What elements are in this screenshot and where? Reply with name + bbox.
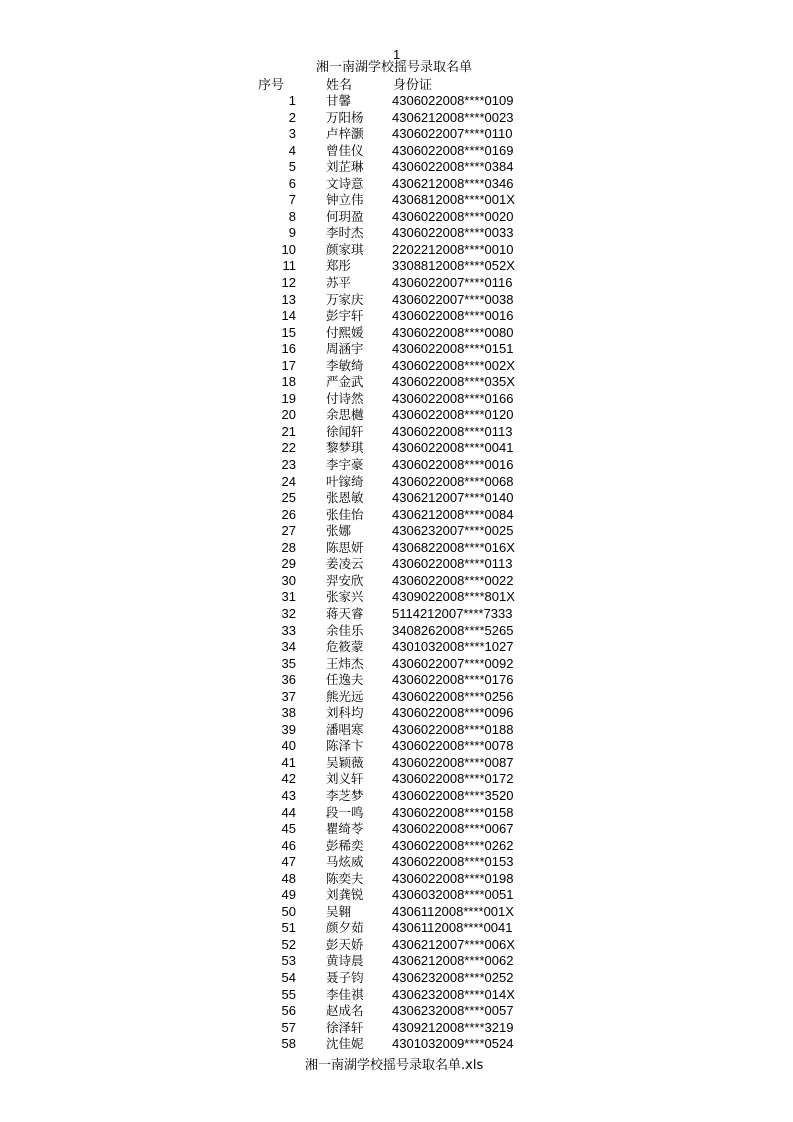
footer-filename: 湘一南湖学校摇号录取名单.xls: [305, 1058, 484, 1073]
row-id: 4306022008****0158: [392, 804, 514, 820]
table-row: [0, 507, 793, 524]
row-id: 4306022007****0110: [392, 126, 513, 142]
row-id: 4306022008****0262: [392, 837, 514, 853]
row-name: 彭天娇: [326, 936, 364, 952]
row-name: 黎梦琪: [326, 440, 364, 456]
table-row: [0, 1020, 793, 1037]
row-name: 陈泽卞: [326, 738, 364, 754]
row-name: 熊光远: [326, 688, 364, 704]
table-row: [0, 391, 793, 408]
row-seq: 8: [288, 208, 296, 224]
row-name: 彭稀奕: [326, 837, 364, 853]
row-id: 4306032008****0051: [392, 887, 514, 903]
row-id: 4306022008****0188: [392, 721, 514, 737]
row-name: 张家兴: [326, 589, 364, 605]
table-row: [0, 556, 793, 573]
row-id: 4306022008****0151: [392, 341, 514, 357]
row-id: 4306022008****0016: [392, 457, 514, 473]
row-id: 4306022008****0068: [392, 473, 514, 489]
table-row: [0, 805, 793, 822]
table-row: [0, 143, 793, 160]
row-id: 4306022008****002X: [392, 357, 515, 373]
row-id: 4306022008****0113: [392, 556, 513, 572]
table-row: [0, 722, 793, 739]
row-name: 羿安欣: [326, 572, 364, 588]
row-id: 4306022008****0166: [392, 390, 514, 406]
row-id: 4306022008****0256: [392, 688, 514, 704]
table-row: [0, 192, 793, 209]
row-name: 刘芷琳: [326, 159, 364, 175]
table-row: [0, 771, 793, 788]
row-name: 严金武: [326, 374, 364, 390]
row-id: 3308812008****052X: [392, 258, 515, 274]
row-id: 4306112008****001X: [392, 903, 514, 919]
row-seq: 44: [281, 804, 296, 820]
row-name: 任逸夫: [326, 672, 364, 688]
table-row: [0, 407, 793, 424]
table-row: [0, 457, 793, 474]
table-row: [0, 523, 793, 540]
row-id: 4306022008****0033: [392, 225, 514, 241]
row-seq: 19: [281, 390, 296, 406]
row-name: 危筱蒙: [326, 639, 364, 655]
table-row: [0, 258, 793, 275]
row-seq: 2: [288, 109, 296, 125]
row-id: 3408262008****5265: [392, 622, 514, 638]
table-row: [0, 209, 793, 226]
table-row: [0, 424, 793, 441]
row-id: 2202212008****0010: [392, 241, 514, 257]
row-name: 赵成名: [326, 1003, 364, 1019]
row-seq: 6: [288, 175, 296, 191]
row-seq: 3: [288, 126, 296, 142]
admission-list: [0, 93, 793, 1053]
table-row: [0, 987, 793, 1004]
table-row: [0, 374, 793, 391]
row-name: 潘唱寒: [326, 721, 364, 737]
row-id: 4306022008****0022: [392, 572, 514, 588]
header-name: 姓名: [326, 78, 353, 93]
row-seq: 21: [281, 423, 296, 439]
table-row: [0, 126, 793, 143]
table-row: [0, 937, 793, 954]
row-id: 4306022008****035X: [392, 374, 515, 390]
row-seq: 32: [281, 605, 296, 621]
row-id: 4306022008****0153: [392, 854, 514, 870]
row-seq: 16: [281, 341, 296, 357]
row-seq: 52: [281, 936, 296, 952]
header-seq: 序号: [258, 78, 285, 93]
row-name: 周涵宇: [326, 341, 364, 357]
row-seq: 25: [281, 490, 296, 506]
row-seq: 18: [281, 374, 296, 390]
row-id: 4306822008****016X: [392, 539, 515, 555]
row-id: 4306212008****0062: [392, 953, 514, 969]
row-id: 4306812008****001X: [392, 192, 515, 208]
row-name: 黄诗晨: [326, 953, 364, 969]
row-id: 4306212008****0346: [392, 175, 514, 191]
table-row: [0, 970, 793, 987]
row-name: 余佳乐: [326, 622, 364, 638]
row-id: 4309022008****801X: [392, 589, 515, 605]
row-seq: 4: [288, 142, 296, 158]
row-seq: 20: [281, 407, 296, 423]
row-seq: 40: [281, 738, 296, 754]
row-id: 4301032009****0524: [392, 1036, 514, 1052]
table-row: [0, 606, 793, 623]
row-name: 徐泽轩: [326, 1019, 364, 1035]
row-id: 4306022008****0096: [392, 705, 514, 721]
table-row: [0, 93, 793, 110]
row-id: 4306212007****0140: [392, 490, 514, 506]
row-id: 4306212008****0023: [392, 109, 514, 125]
row-id: 4306232008****0057: [392, 1003, 514, 1019]
table-row: [0, 755, 793, 772]
table-row: [0, 821, 793, 838]
row-name: 马炫威: [326, 854, 364, 870]
row-id: 4306212007****006X: [392, 936, 515, 952]
row-name: 曾佳仪: [326, 142, 364, 158]
page-number: 1: [393, 47, 401, 62]
row-seq: 48: [281, 870, 296, 886]
row-name: 聂子钧: [326, 969, 364, 985]
table-row: [0, 672, 793, 689]
row-name: 蒋天睿: [326, 605, 364, 621]
table-row: [0, 474, 793, 491]
row-seq: 15: [281, 324, 296, 340]
row-id: 4306022008****0041: [392, 440, 514, 456]
row-seq: 35: [281, 655, 296, 671]
row-name: 李敏绮: [326, 357, 364, 373]
row-seq: 30: [281, 572, 296, 588]
document-title: 湘一南湖学校摇号录取名单: [316, 60, 473, 75]
row-seq: 29: [281, 556, 296, 572]
row-seq: 58: [281, 1036, 296, 1052]
row-name: 姜凌云: [326, 556, 364, 572]
row-seq: 22: [281, 440, 296, 456]
row-name: 万家庆: [326, 291, 364, 307]
row-name: 郑彤: [326, 258, 352, 274]
table-row: [0, 689, 793, 706]
table-row: [0, 159, 793, 176]
row-seq: 54: [281, 969, 296, 985]
row-seq: 24: [281, 473, 296, 489]
row-name: 叶镓绮: [326, 473, 364, 489]
table-row: [0, 788, 793, 805]
row-seq: 28: [281, 539, 296, 555]
table-row: [0, 242, 793, 259]
row-id: 4306022008****0016: [392, 308, 514, 324]
row-id: 4306022008****0176: [392, 672, 514, 688]
row-id: 4306022008****0198: [392, 870, 514, 886]
row-id: 4306022007****0038: [392, 291, 514, 307]
row-name: 颜夕茹: [326, 920, 364, 936]
table-row: [0, 838, 793, 855]
row-id: 4306022008****0080: [392, 324, 514, 340]
row-name: 钟立伟: [326, 192, 364, 208]
row-id: 4301032008****1027: [392, 639, 514, 655]
row-seq: 14: [281, 308, 296, 324]
table-row: [0, 623, 793, 640]
row-seq: 39: [281, 721, 296, 737]
row-id: 4306022007****0092: [392, 655, 514, 671]
table-row: [0, 176, 793, 193]
row-seq: 12: [281, 275, 296, 291]
row-seq: 9: [288, 225, 296, 241]
row-id: 4306232008****014X: [392, 986, 515, 1002]
header-id: 身份证: [393, 78, 433, 93]
row-id: 4306022008****0169: [392, 142, 514, 158]
row-name: 陈奕夫: [326, 870, 364, 886]
table-row: [0, 308, 793, 325]
row-seq: 47: [281, 854, 296, 870]
row-seq: 7: [288, 192, 296, 208]
row-seq: 34: [281, 639, 296, 655]
row-seq: 41: [281, 754, 296, 770]
table-row: [0, 110, 793, 127]
table-row: [0, 904, 793, 921]
table-row: [0, 656, 793, 673]
table-row: [0, 738, 793, 755]
row-id: 4306022008****0078: [392, 738, 514, 754]
row-seq: 50: [281, 903, 296, 919]
table-row: [0, 440, 793, 457]
row-seq: 1: [288, 93, 296, 108]
row-id: 4306112008****0041: [392, 920, 513, 936]
row-name: 何玥盈: [326, 208, 364, 224]
row-name: 李时杰: [326, 225, 364, 241]
row-name: 张佳怡: [326, 506, 364, 522]
table-row: [0, 953, 793, 970]
table-row: [0, 1036, 793, 1053]
row-id: 4306022008****0120: [392, 407, 514, 423]
row-seq: 36: [281, 672, 296, 688]
row-id: 4309212008****3219: [392, 1019, 514, 1035]
row-name: 徐闻轩: [326, 423, 364, 439]
table-row: [0, 639, 793, 656]
row-name: 刘龚锐: [326, 887, 364, 903]
row-name: 王炜杰: [326, 655, 364, 671]
row-name: 吴翱: [326, 903, 352, 919]
table-row: [0, 573, 793, 590]
row-name: 余思樾: [326, 407, 364, 423]
table-row: [0, 920, 793, 937]
table-row: [0, 705, 793, 722]
row-id: 4306022008****0020: [392, 208, 514, 224]
row-name: 刘科均: [326, 705, 364, 721]
row-seq: 17: [281, 357, 296, 373]
row-seq: 55: [281, 986, 296, 1002]
row-id: 4306022008****0113: [392, 423, 513, 439]
row-name: 瞿绮苓: [326, 821, 364, 837]
row-seq: 11: [282, 258, 296, 274]
row-id: 4306022008****0067: [392, 821, 514, 837]
row-name: 付熙媛: [326, 324, 364, 340]
row-seq: 26: [281, 506, 296, 522]
table-row: [0, 540, 793, 557]
table-row: [0, 490, 793, 507]
row-seq: 46: [281, 837, 296, 853]
row-id: 4306232007****0025: [392, 523, 514, 539]
row-name: 刘义轩: [326, 771, 364, 787]
row-seq: 43: [281, 787, 296, 803]
table-row: [0, 358, 793, 375]
row-id: 4306022008****0172: [392, 771, 514, 787]
row-name: 颜家琪: [326, 241, 364, 257]
row-name: 张恩敏: [326, 490, 364, 506]
table-row: [0, 275, 793, 292]
table-row: [0, 887, 793, 904]
row-id: 4306022008****0109: [392, 93, 514, 108]
row-name: 万阳杨: [326, 109, 364, 125]
row-seq: 45: [281, 821, 296, 837]
row-seq: 49: [281, 887, 296, 903]
row-id: 4306022008****3520: [392, 787, 514, 803]
table-row: [0, 225, 793, 242]
row-id: 4306212008****0084: [392, 506, 514, 522]
row-name: 沈佳妮: [326, 1036, 364, 1052]
table-row: [0, 589, 793, 606]
row-seq: 51: [281, 920, 296, 936]
row-name: 卢梓灏: [326, 126, 364, 142]
table-row: [0, 341, 793, 358]
table-row: [0, 325, 793, 342]
row-seq: 23: [281, 457, 296, 473]
row-name: 李宇豪: [326, 457, 364, 473]
row-seq: 13: [281, 291, 296, 307]
table-row: [0, 854, 793, 871]
row-name: 文诗意: [326, 175, 364, 191]
row-seq: 33: [281, 622, 296, 638]
row-name: 吴颖薇: [326, 754, 364, 770]
row-name: 甘馨: [326, 93, 352, 108]
row-id: 4306232008****0252: [392, 969, 514, 985]
row-seq: 10: [281, 241, 296, 257]
row-seq: 37: [281, 688, 296, 704]
row-seq: 42: [281, 771, 296, 787]
table-row: [0, 1003, 793, 1020]
row-seq: 31: [281, 589, 296, 605]
row-name: 陈思妍: [326, 539, 364, 555]
row-name: 彭宇轩: [326, 308, 364, 324]
row-name: 李芝梦: [326, 787, 364, 803]
table-row: [0, 292, 793, 309]
row-seq: 38: [281, 705, 296, 721]
row-name: 付诗然: [326, 390, 364, 406]
row-name: 张娜: [326, 523, 352, 539]
row-id: 4306022008****0087: [392, 754, 514, 770]
row-seq: 27: [281, 523, 296, 539]
row-name: 苏平: [326, 275, 352, 291]
row-name: 段一鸣: [326, 804, 364, 820]
row-seq: 53: [281, 953, 296, 969]
row-seq: 5: [288, 159, 296, 175]
row-seq: 57: [281, 1019, 296, 1035]
table-row: [0, 871, 793, 888]
row-name: 李佳祺: [326, 986, 364, 1002]
row-id: 4306022008****0384: [392, 159, 514, 175]
row-id: 5114212007****7333: [392, 605, 513, 621]
row-id: 4306022007****0116: [392, 275, 513, 291]
row-seq: 56: [281, 1003, 296, 1019]
